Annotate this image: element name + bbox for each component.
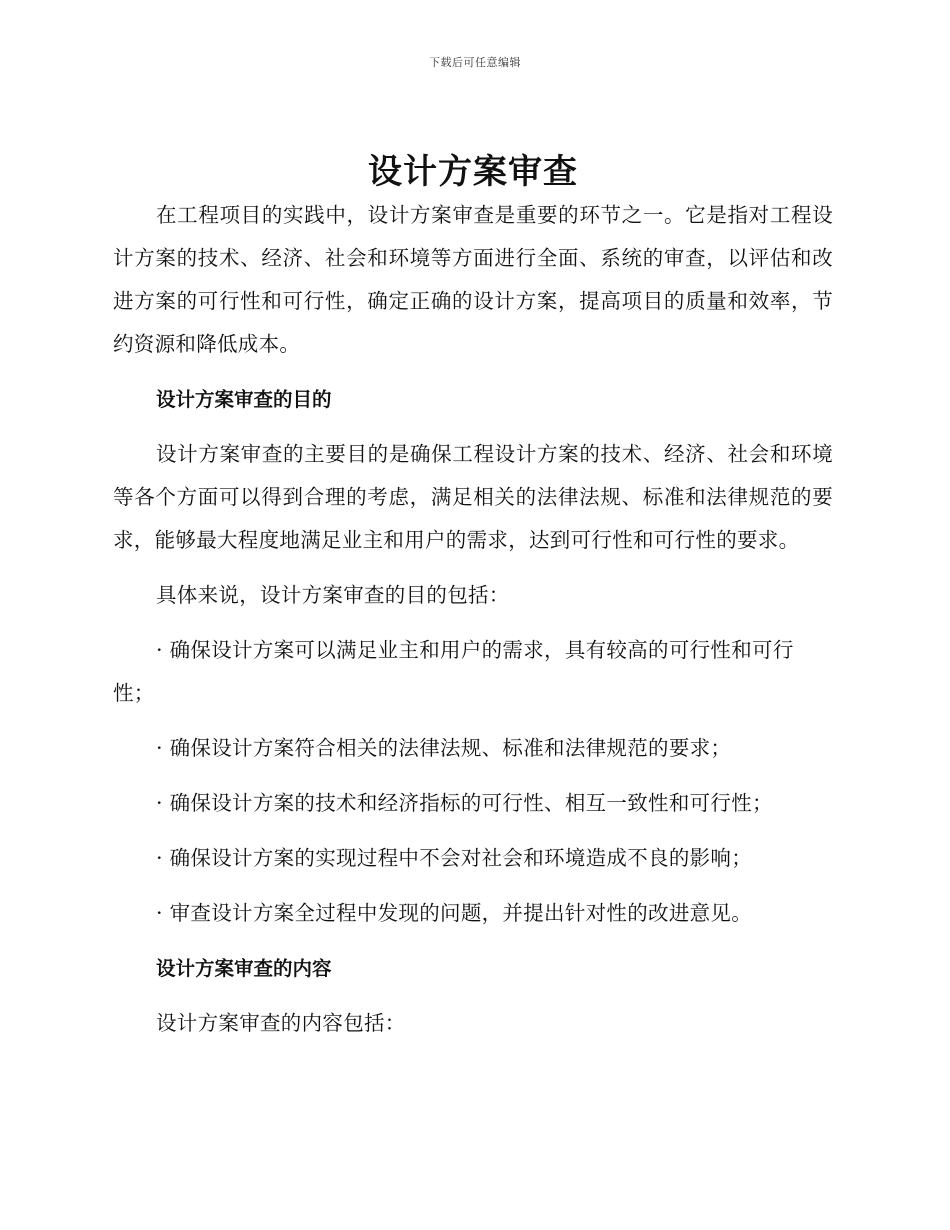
content-lead: 设计方案审查的内容包括： bbox=[156, 1011, 406, 1035]
spacer bbox=[113, 935, 833, 947]
spacer bbox=[113, 562, 833, 574]
spacer bbox=[113, 421, 833, 433]
bullet-item: · 确保设计方案的技术和经济指标的可行性、相互一致性和可行性； bbox=[156, 791, 773, 815]
spacer bbox=[113, 366, 833, 378]
section-heading-purpose: 设计方案审查的目的 bbox=[156, 388, 332, 411]
spacer bbox=[113, 825, 833, 837]
spacer bbox=[113, 617, 833, 629]
purpose-lead: 具体来说，设计方案审查的目的包括： bbox=[156, 583, 510, 607]
bullet-item: · 确保设计方案符合相关的法律法规、标准和法律规范的要求； bbox=[156, 736, 732, 760]
page-header-note: 下载后可任意编辑 bbox=[429, 56, 521, 69]
bullet-item: · 确保设计方案可以满足业主和用户的需求，具有较高的可行性和可行性； bbox=[113, 638, 794, 705]
spacer bbox=[113, 770, 833, 782]
bullet-item: · 确保设计方案的实现过程中不会对社会和环境造成不良的影响； bbox=[156, 846, 753, 870]
spacer bbox=[113, 880, 833, 892]
spacer bbox=[113, 990, 833, 1002]
bullet-item: · 审查设计方案全过程中发现的问题，并提出针对性的改进意见。 bbox=[156, 901, 753, 925]
purpose-paragraph: 设计方案审查的主要目的是确保工程设计方案的技术、经济、社会和环境等各个方面可以得到合理的考虑，满足相关的法律法规、标准和法律规范的要求，能够最大程度地满足业主和用户的需求，达到可行性和可行性的要求。 bbox=[113, 442, 833, 552]
section-heading-content: 设计方案审查的内容 bbox=[156, 957, 332, 980]
document-body bbox=[113, 150, 833, 1045]
spacer bbox=[113, 715, 833, 727]
intro-paragraph: 在工程项目的实践中，设计方案审查是重要的环节之一。它是指对工程设计方案的技术、经济、社会和环境等方面进行全面、系统的审查，以评估和改进方案的可行性和可行性，确定正确的设计方案，提高项目的质量和效率，节约资源和降低成本。 bbox=[113, 203, 833, 356]
document-title: 设计方案审查 bbox=[368, 152, 578, 192]
